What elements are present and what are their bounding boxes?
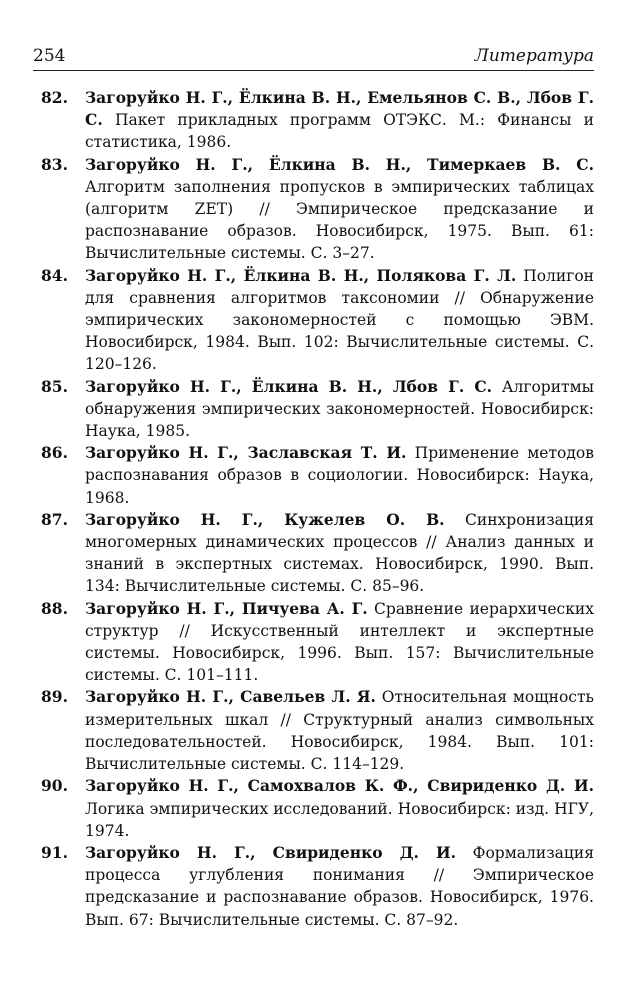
reference-entry [33, 842, 594, 931]
reference-entry [33, 442, 594, 509]
reference-number: 88. [41, 598, 68, 618]
reference-authors: Загоруйко Н. Г., Пичуева А. Г. [85, 598, 368, 618]
reference-number: 85. [41, 376, 68, 396]
reference-authors: Загоруйко Н. Г., Ёлкина В. Н., Тимеркаев В. С. [85, 154, 594, 174]
reference-number: 91. [41, 842, 68, 862]
reference-text: Синхронизация многомерных динамических процессов // Анализ данных и знаний в экспертных системах. Новосибирск, 1990. Вып. 134: Вычислительные системы. С. 85–96. [85, 510, 594, 596]
reference-text: Применение методов распознавания образов в социологии. Новосибирск: Наука, 1968. [85, 444, 594, 507]
reference-authors: Загоруйко Н. Г., Ёлкина В. Н., Лбов Г. С. [85, 376, 493, 396]
reference-entry [33, 509, 594, 598]
reference-authors: Загоруйко Н. Г., Ёлкина В. Н., Полякова Г. Л. [85, 265, 517, 285]
reference-number: 90. [41, 776, 68, 796]
reference-text: Сравнение иерархических структур // Искусственный интеллект и экспертные системы. Новосибирск, 1996. Вып. 157: Вычислительные системы. С. 101–111. [85, 599, 594, 685]
reference-entry [33, 87, 594, 154]
reference-authors: Загоруйко Н. Г., Свириденко Д. И. [85, 842, 456, 862]
reference-authors: Загоруйко Н. Г., Заславская Т. И. [85, 443, 407, 463]
reference-text: Формализация процесса углубления понимания // Эмпирическое предсказание и распознавание образов. Новосибирск, 1976. Вып. 67: Вычислительные системы. С. 87–92. [85, 843, 594, 929]
reference-entry [33, 376, 594, 443]
reference-authors: Загоруйко Н. Г., Кужелев О. В. [85, 509, 445, 529]
reference-text: Алгоритм заполнения пропусков в эмпирических таблицах (алгоритм ZET) // Эмпирическое предсказание и распознавание образов. Новосибирск, 1975. Вып. 61: Вычислительные системы. С. 3–27. [85, 177, 594, 263]
reference-number: 83. [41, 154, 68, 174]
reference-text: Алгоритмы обнаружения эмпирических закономерностей. Новосибирск: Наука, 1985. [85, 377, 594, 441]
reference-entry [33, 686, 594, 775]
reference-entry [33, 154, 594, 265]
reference-number: 87. [41, 509, 68, 529]
reference-number: 89. [41, 687, 68, 707]
reference-number: 84. [41, 265, 68, 285]
reference-authors: Загоруйко Н. Г., Савельев Л. Я. [85, 687, 376, 707]
reference-entry [33, 775, 594, 842]
reference-entry [33, 265, 594, 376]
reference-number: 82. [41, 88, 68, 107]
reference-text: Пакет прикладных программ ОТЭКС. М.: Финансы и статистика, 1986. [85, 111, 594, 152]
page-number: 254 [33, 46, 66, 66]
page-header [33, 46, 594, 71]
reference-number: 86. [41, 443, 68, 463]
reference-text: Логика эмпирических исследований. Новосибирск: изд. НГУ, 1974. [85, 799, 594, 840]
running-title: Литература [474, 46, 594, 66]
reference-list [33, 87, 594, 931]
reference-authors: Загоруйко Н. Г., Ёлкина В. Н., Емельянов С. В., Лбов Г. С. [85, 88, 594, 130]
reference-text: Относительная мощность измерительных шкал // Структурный анализ символьных последовательностей. Новосибирск, 1984. Вып. 101: Вычислительные системы. С. 114–129. [85, 688, 594, 774]
reference-entry [33, 598, 594, 687]
reference-authors: Загоруйко Н. Г., Самохвалов К. Ф., Свириденко Д. И. [85, 776, 594, 796]
reference-text: Полигон для сравнения алгоритмов таксономии // Обнаружение эмпирических закономерностей с помощью ЭВМ. Новосибирск, 1984. Вып. 102: Вычислительные системы. С. 120–126. [85, 266, 594, 374]
